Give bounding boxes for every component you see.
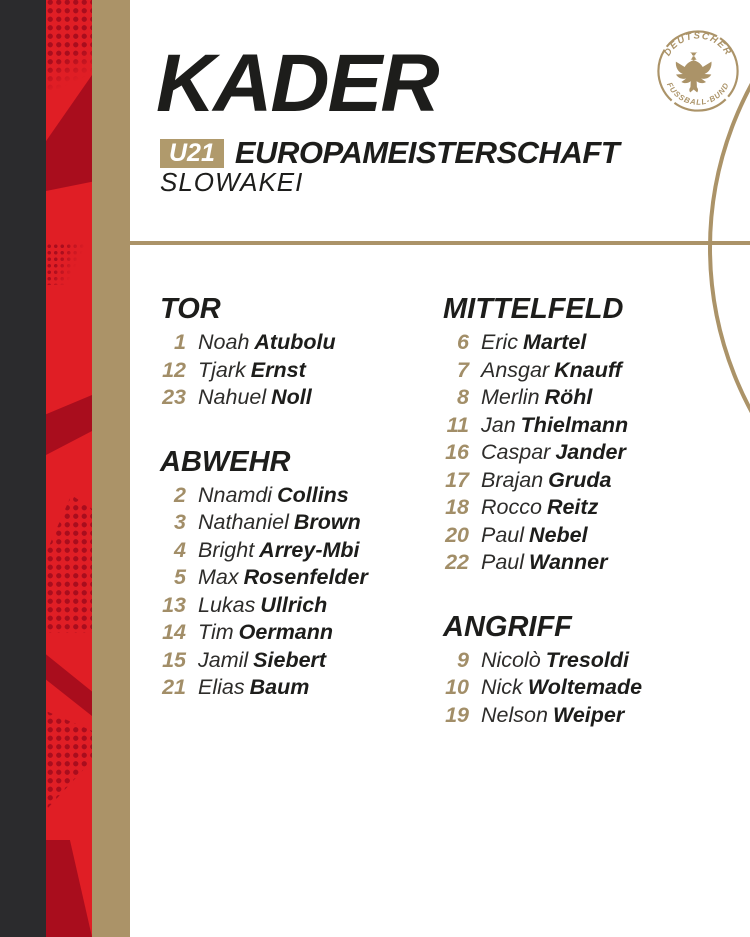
player-list [443, 329, 743, 577]
player-first-name: Rocco [481, 495, 542, 519]
player-number: 22 [445, 550, 469, 574]
player-row [160, 647, 435, 675]
player-last-name: Atubolu [254, 330, 336, 354]
player-last-name: Röhl [544, 385, 593, 409]
player-number: 23 [162, 385, 186, 409]
player-first-name: Paul [481, 550, 525, 574]
player-number: 18 [445, 495, 469, 519]
player-row [160, 564, 435, 592]
player-first-name: Nicolò [481, 647, 541, 672]
player-name [481, 675, 642, 699]
player-list [160, 482, 435, 702]
player-last-name: Noll [271, 385, 312, 409]
squad-column-left [160, 293, 435, 702]
player-name [481, 413, 628, 437]
player-number: 1 [174, 330, 186, 354]
player-number: 17 [445, 467, 469, 492]
player-row [160, 509, 435, 537]
player-name [481, 648, 629, 672]
player-name [198, 675, 309, 699]
player-number: 7 [457, 357, 469, 382]
player-name [198, 648, 326, 672]
u21-badge: U21 [160, 139, 224, 168]
player-row [160, 482, 435, 510]
player-first-name: Caspar [481, 440, 551, 464]
player-last-name: Rosenfelder [243, 565, 368, 589]
player-name [198, 593, 327, 617]
player-row [443, 412, 743, 440]
player-first-name: Paul [481, 522, 525, 547]
player-last-name: Jander [555, 440, 626, 464]
host-country-label: SLOWAKEI [160, 167, 304, 197]
player-number: 20 [445, 522, 469, 547]
black-stripe [0, 0, 46, 937]
section-title: MITTELFELD [443, 293, 624, 325]
player-row [443, 647, 743, 675]
player-first-name: Jamil [198, 647, 249, 672]
player-last-name: Ernst [250, 357, 306, 382]
player-number: 19 [445, 702, 469, 727]
player-number: 4 [174, 537, 186, 562]
player-number: 11 [446, 412, 469, 437]
player-name [198, 483, 349, 507]
player-first-name: Nnamdi [198, 482, 273, 507]
player-row [160, 537, 435, 565]
halftone-dots-pattern [46, 700, 92, 810]
player-last-name: Ullrich [260, 592, 328, 617]
player-name [481, 468, 611, 492]
player-number: 2 [174, 482, 186, 507]
player-name [481, 330, 586, 354]
horizontal-divider [130, 241, 750, 245]
player-name [198, 358, 306, 382]
player-list [160, 329, 435, 412]
player-name [198, 565, 368, 589]
player-number: 3 [174, 510, 186, 534]
player-first-name: Tjark [198, 357, 246, 382]
player-row [443, 357, 743, 385]
squad-section-mittelfeld [443, 293, 743, 577]
player-first-name: Elias [198, 675, 245, 699]
player-name [198, 538, 360, 562]
halftone-dots-pattern [46, 0, 92, 98]
page-title: KADER [156, 38, 438, 129]
eagle-icon [676, 53, 712, 93]
player-last-name: Wanner [529, 550, 608, 574]
player-first-name: Jan [481, 412, 516, 437]
player-last-name: Arrey-Mbi [259, 537, 360, 562]
player-number: 16 [445, 440, 469, 464]
player-first-name: Lukas [198, 592, 256, 617]
squad-section-abwehr [160, 446, 435, 702]
player-number: 9 [457, 647, 469, 672]
player-last-name: Gruda [548, 467, 612, 492]
player-last-name: Tresoldi [545, 647, 629, 672]
dark-red-band [46, 395, 92, 455]
player-name [198, 620, 333, 644]
player-last-name: Martel [523, 330, 587, 354]
player-name [198, 510, 361, 534]
player-last-name: Thielmann [520, 412, 629, 437]
player-row [443, 384, 743, 412]
player-last-name: Weiper [552, 702, 625, 727]
dark-red-wedge [46, 653, 92, 723]
competition-title: EUROPAMEISTERSCHAFT [234, 135, 620, 170]
player-last-name: Woltemade [527, 675, 643, 699]
player-number: 10 [445, 675, 469, 699]
player-row [160, 384, 435, 412]
player-row [160, 592, 435, 620]
player-first-name: Nahuel [198, 385, 267, 409]
player-first-name: Bright [198, 537, 255, 562]
player-first-name: Tim [198, 620, 234, 644]
player-name [481, 703, 624, 727]
player-first-name: Ansgar [481, 357, 550, 382]
player-name [481, 495, 598, 519]
player-number: 21 [162, 675, 186, 699]
subtitle-row [160, 135, 619, 171]
player-last-name: Collins [277, 482, 349, 507]
player-name [481, 358, 622, 382]
player-name [481, 440, 626, 464]
gold-stripe [92, 0, 130, 937]
player-number: 6 [457, 330, 469, 354]
player-name [481, 550, 608, 574]
section-title: ABWEHR [160, 445, 291, 478]
crest-top-text: DEUTSCHER [662, 30, 734, 59]
squad-column-right [443, 293, 743, 729]
player-number: 5 [174, 565, 186, 589]
player-number: 14 [162, 620, 186, 644]
player-first-name: Eric [481, 330, 519, 354]
player-row [443, 674, 743, 702]
player-first-name: Brajan [481, 467, 544, 492]
player-row [443, 439, 743, 467]
player-first-name: Nathaniel [198, 510, 289, 534]
player-name [198, 330, 336, 354]
player-last-name: Nebel [529, 522, 588, 547]
squad-section-angriff [443, 611, 743, 730]
player-first-name: Max [198, 565, 239, 589]
player-row [443, 329, 743, 357]
player-last-name: Oermann [238, 620, 334, 644]
squad-section-tor [160, 293, 435, 412]
halftone-dots-pattern [46, 495, 92, 633]
player-row [160, 357, 435, 385]
player-row [160, 329, 435, 357]
player-number: 8 [457, 385, 469, 409]
halftone-dots-pattern [46, 243, 92, 285]
player-first-name: Nick [481, 675, 523, 699]
player-last-name: Brown [293, 510, 361, 534]
player-first-name: Merlin [481, 385, 540, 409]
player-name [198, 385, 312, 409]
dfb-crest-logo [653, 26, 743, 116]
section-title: ANGRIFF [443, 610, 572, 643]
player-row [443, 494, 743, 522]
player-name [481, 523, 588, 547]
player-row [443, 702, 743, 730]
player-name [481, 385, 592, 409]
player-number: 12 [162, 357, 186, 382]
player-row [443, 522, 743, 550]
section-title: TOR [160, 293, 221, 325]
player-number: 13 [162, 592, 186, 617]
player-number: 15 [162, 647, 186, 672]
player-row [443, 467, 743, 495]
player-last-name: Baum [249, 675, 310, 699]
player-row [160, 619, 435, 647]
player-row [443, 549, 743, 577]
player-first-name: Noah [198, 330, 250, 354]
player-last-name: Reitz [546, 495, 599, 519]
player-list [443, 647, 743, 730]
crest-bottom-text: FUSSBALL-BUND [664, 80, 732, 107]
player-last-name: Knauff [554, 357, 622, 382]
dark-red-wedge [46, 840, 92, 937]
player-row [160, 674, 435, 702]
player-last-name: Siebert [253, 647, 327, 672]
red-stripe [46, 0, 92, 937]
player-first-name: Nelson [481, 702, 548, 727]
